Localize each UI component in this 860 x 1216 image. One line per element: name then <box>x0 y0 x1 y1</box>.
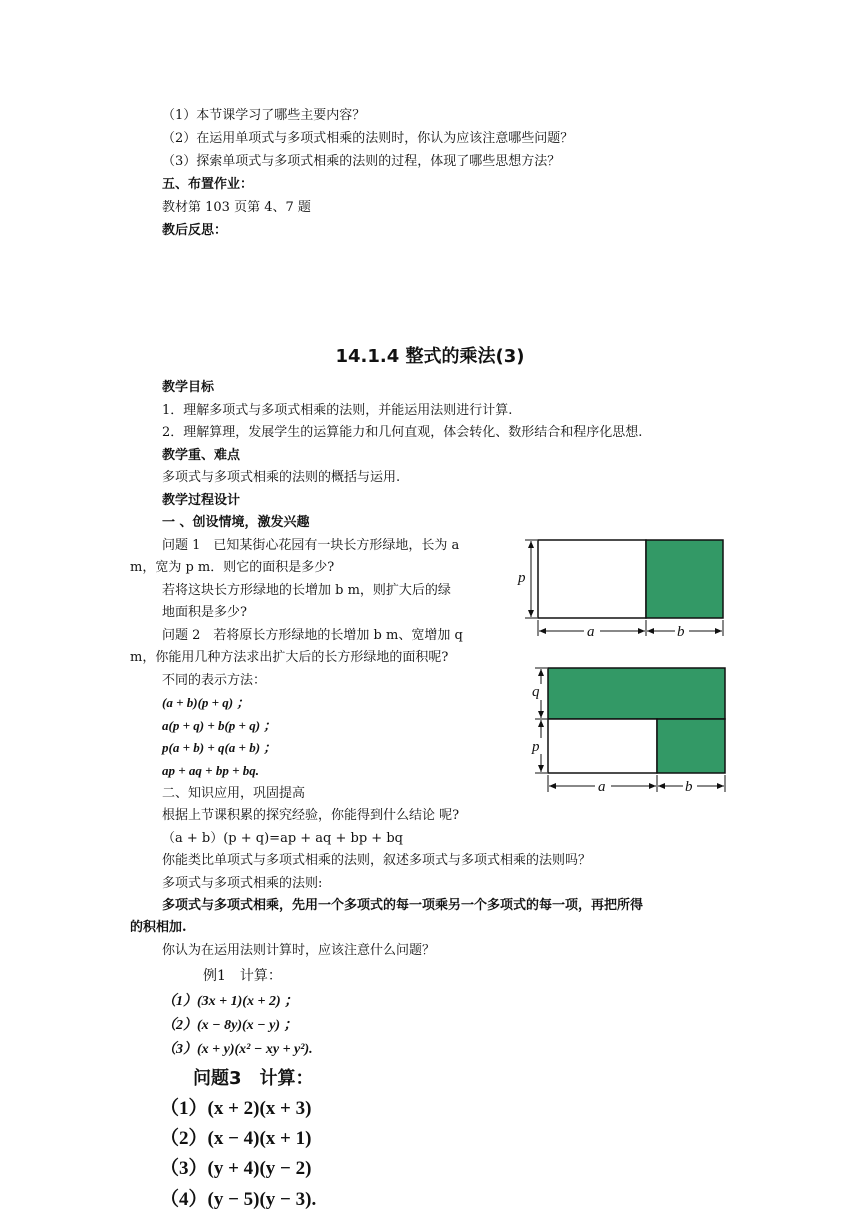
problem-1-line-b: m，宽为 p m．则它的面积是多少? <box>130 560 335 575</box>
review-question-1: （1）本节课学习了哪些主要内容？ <box>162 108 366 123</box>
example-item-1: （1）(3x + 1)(x + 2) ； <box>162 994 299 1009</box>
rect-bp <box>646 540 723 618</box>
problem-2-line-b: m，你能用几种方法求出扩大后的长方形绿地的面积呢? <box>130 650 449 665</box>
problem-3-heading: 问题3 计算： <box>193 1068 314 1089</box>
problem-1-line-d: 地面积是多少? <box>162 605 247 620</box>
homework-text: 教材第 103 页第 4、7 题 <box>162 200 311 215</box>
goal-1: 1．理解多项式与多项式相乘的法则，并能运用法则进行计算. <box>162 403 513 418</box>
key-text: 多项式与多项式相乘的法则的概括与运用. <box>162 470 401 485</box>
section-1-heading: 一 、创设情境，激发兴趣 <box>162 515 310 530</box>
problem-3-item-3: （3）(y + 4)(y − 2) <box>160 1158 312 1179</box>
problem-3-item-4: （4）(y − 5)(y − 3). <box>160 1189 317 1210</box>
lesson-title: 14.1.4 整式的乘法(3) <box>335 346 525 367</box>
expression-1: (a + b)(p + q) ； <box>162 695 250 710</box>
rect-ap <box>538 540 646 618</box>
problem-1-line-c: 若将这块长方形绿地的长增加 b m，则扩大后的绿 <box>162 583 451 598</box>
identity-line: （a + b）(p + q)=ap + aq + bp + bq <box>162 831 403 846</box>
expression-3: p(a + b) + q(a + b) ； <box>162 740 277 755</box>
label-q: q <box>532 684 540 700</box>
rectangle-figure-2 <box>525 662 730 798</box>
label-a: a <box>598 779 606 795</box>
label-b: b <box>677 624 685 640</box>
rule-label: 多项式与多项式相乘的法则: <box>162 876 323 891</box>
expression-4: ap + aq + bp + bq. <box>162 763 259 778</box>
problem-3-item-1: （1）(x + 2)(x + 3) <box>160 1098 312 1119</box>
reflection-heading: 教后反思： <box>162 223 228 238</box>
ways-label: 不同的表示方法： <box>162 673 267 688</box>
rule-text-2: 的积相加. <box>130 920 187 935</box>
text-line-3: 你能类比单项式与多项式相乘的法则，叙述多项式与多项式相乘的法则吗？ <box>162 853 592 868</box>
review-question-3: （3）探索单项式与多项式相乘的法则的过程，体现了哪些思想方法？ <box>162 154 561 169</box>
label-a: a <box>587 624 595 640</box>
goals-heading: 教学目标 <box>162 380 215 395</box>
label-p: p <box>532 739 540 755</box>
example-item-3: （3）(x + y)(x² − xy + y²). <box>162 1042 313 1057</box>
section-2-heading: 二、知识应用，巩固提高 <box>162 786 306 801</box>
label-b: b <box>685 779 693 795</box>
review-question-2: （2）在运用单项式与多项式相乘的法则时，你认为应该注意哪些问题？ <box>162 131 574 146</box>
example-item-2: （2）(x − 8y)(x − y) ； <box>162 1018 298 1033</box>
rule-text-1: 多项式与多项式相乘，先用一个多项式的每一项乘另一个多项式的每一项，再把所得 <box>162 898 644 913</box>
goal-2: 2．理解算理，发展学生的运算能力和几何直观，体会转化、数形结合和程序化思想. <box>162 425 643 440</box>
text-line-1: 根据上节课积累的探究经验，你能得到什么结论 呢? <box>162 808 460 823</box>
example-heading: 例1 计算： <box>203 968 282 984</box>
rectangle-figure-1 <box>515 532 730 640</box>
process-heading: 教学过程设计 <box>162 493 241 508</box>
label-p: p <box>518 570 526 586</box>
rect-aq-bq <box>548 668 725 719</box>
rect-bp <box>657 719 725 773</box>
homework-heading: 五、布置作业： <box>162 177 254 192</box>
problem-3-item-2: （2）(x − 4)(x + 1) <box>160 1128 312 1149</box>
text-line-5: 你认为在运用法则计算时，应该注意什么问题？ <box>162 943 436 958</box>
rect-ap <box>548 719 657 773</box>
key-heading: 教学重、难点 <box>162 448 241 463</box>
problem-2-line-a: 问题 2 若将原长方形绿地的长增加 b m、宽增加 q <box>162 628 463 643</box>
expression-2: a(p + q) + b(p + q) ； <box>162 718 277 733</box>
problem-1-line-a: 问题 1 已知某街心花园有一块长方形绿地，长为 a <box>162 538 460 553</box>
